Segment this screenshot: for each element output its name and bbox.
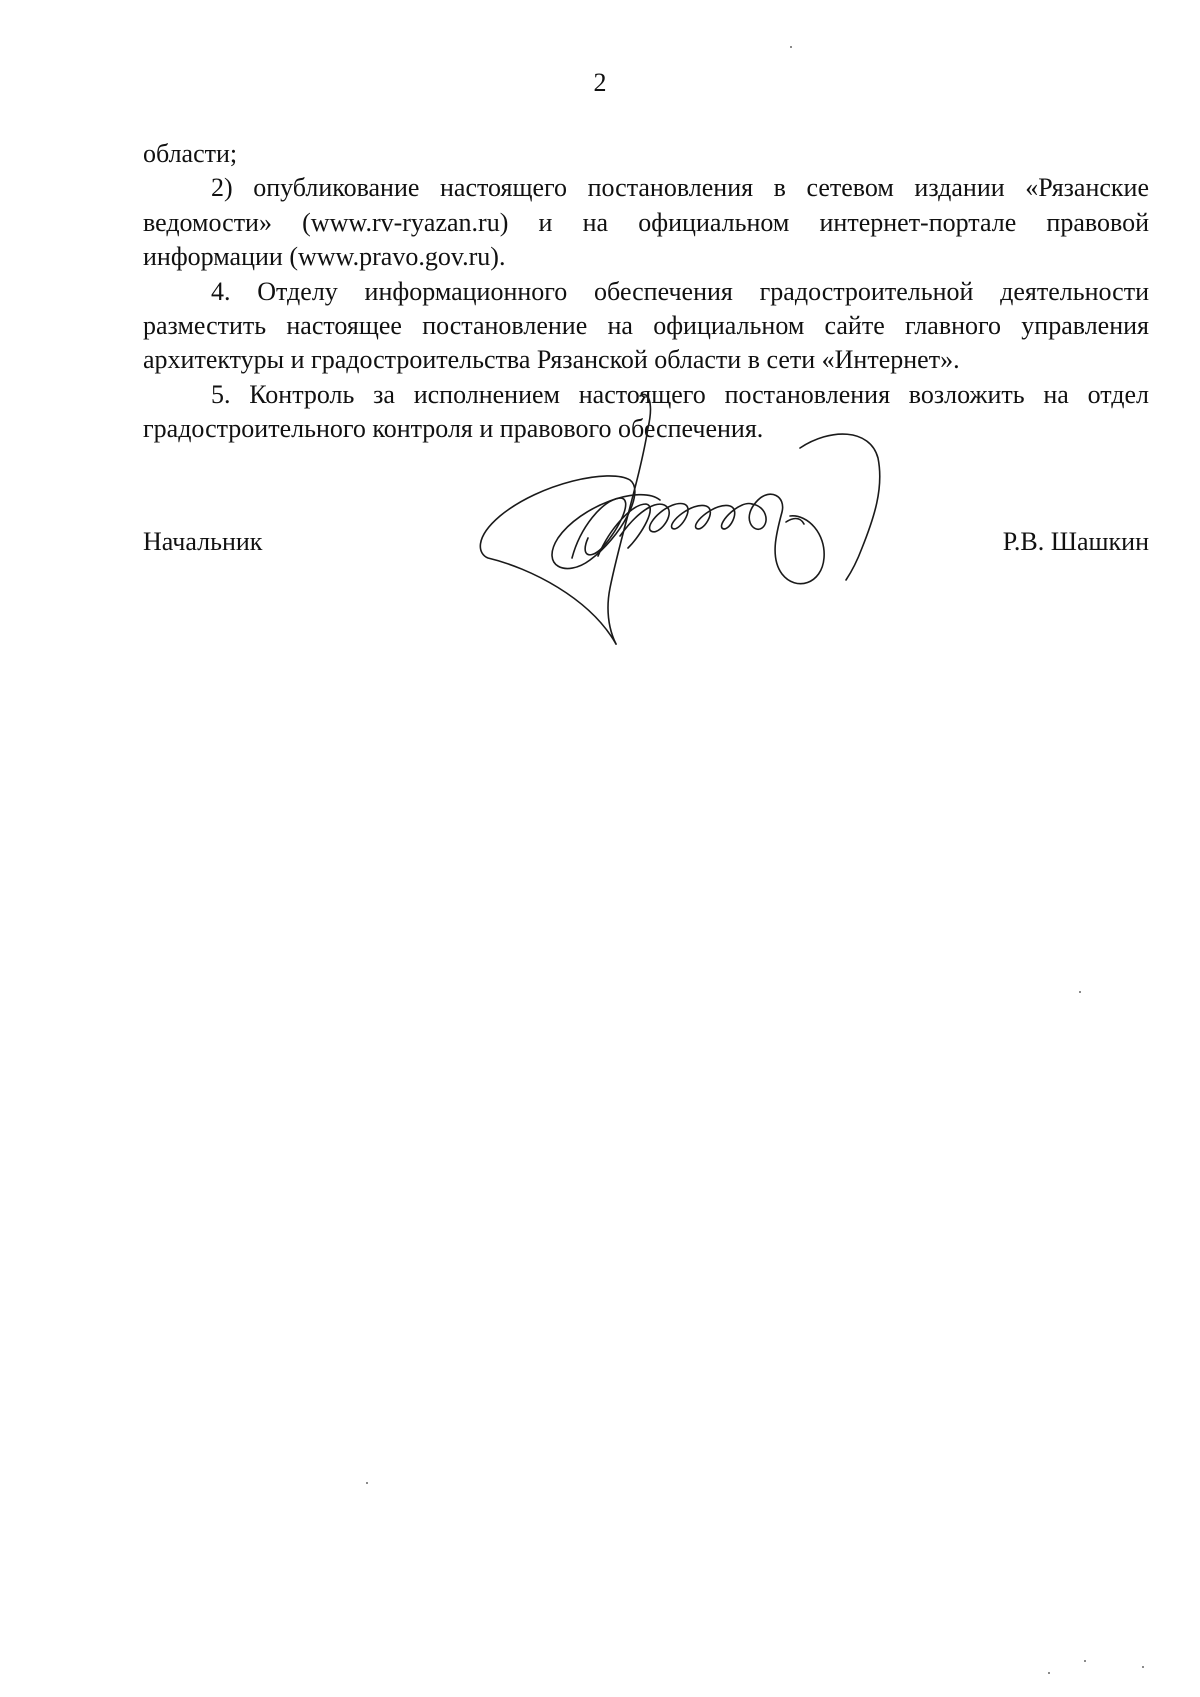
handwritten-signature — [470, 388, 930, 648]
signatory-position: Начальник — [143, 527, 263, 556]
scan-speck — [1084, 1660, 1086, 1662]
scan-speck — [1048, 1672, 1050, 1674]
scan-speck — [1079, 991, 1081, 993]
paragraph-item-4: 4. Отделу информационного обеспечения градостроительной деятельности разместить настоящее постановление на официальном сайте главного управления архитектуры и градостроительства Рязанской области в сети «Интернет». — [143, 276, 1149, 375]
page-number: 2 — [593, 68, 607, 97]
paragraph-continuation: области; — [143, 139, 238, 168]
scan-speck — [1142, 1666, 1144, 1668]
paragraph-item-5: 5. Контроль за исполнением настоящего постановления возложить на отдел градостроительного контроля и правового обеспечения. — [143, 379, 1149, 444]
signatory-name: Р.В. Шашкин — [1002, 527, 1149, 556]
scan-speck — [366, 1482, 368, 1484]
paragraph-item-2: 2) опубликование настоящего постановления в сетевом издании «Рязанские ведомости» (www.rv-ryazan.ru) и на официальном интернет-портале правовой информации (www.pravo.gov.ru). — [143, 173, 1149, 272]
scan-speck — [790, 46, 792, 48]
